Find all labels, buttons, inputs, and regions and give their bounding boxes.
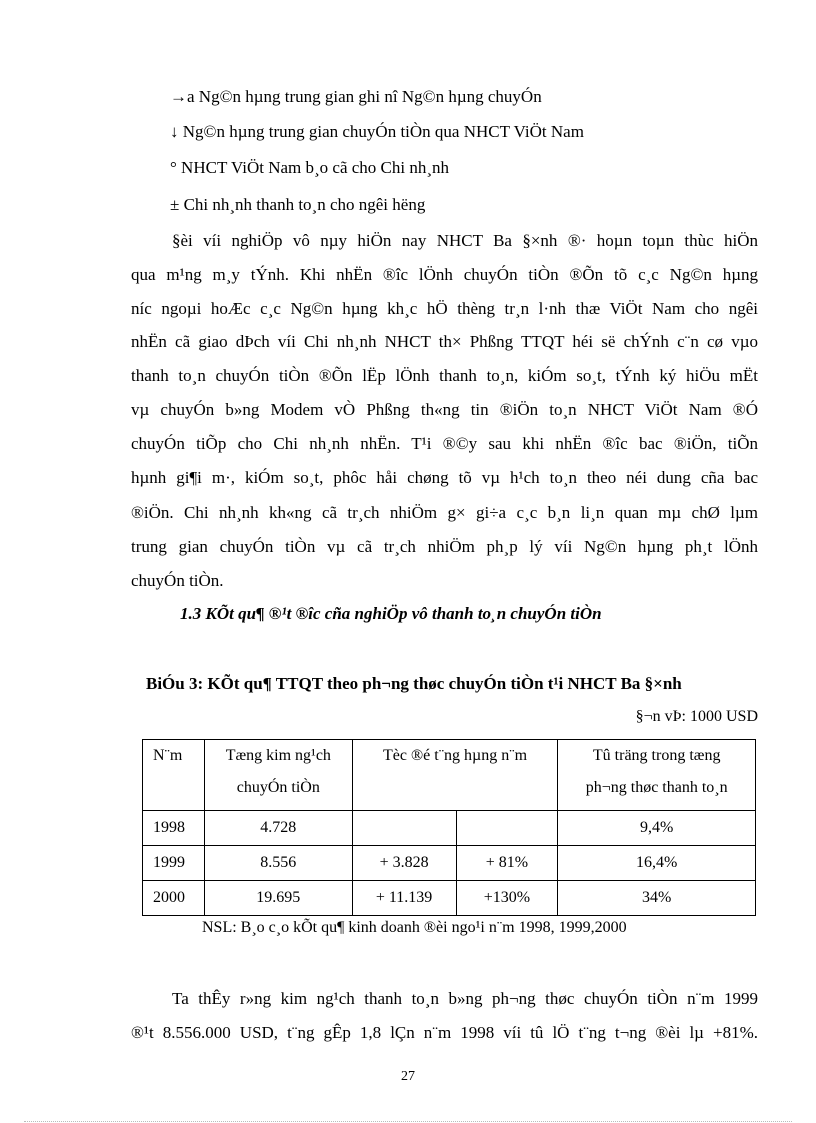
cell-year: 2000 [143, 881, 205, 916]
table-row [143, 881, 756, 916]
paragraph-line: níc ngoµi hoÆc c¸c Ng©n hµng kh¸c hÖ thèng tr¸n l·nh thæ ViÖt Nam cho ngêi [131, 299, 758, 318]
table-row [143, 811, 756, 846]
step-line: ° NHCT ViÖt Nam b¸o cã cho Chi nh¸nh [170, 158, 450, 177]
cell-turnover: 8.556 [204, 846, 352, 881]
cell-share: 34% [558, 881, 756, 916]
cell-turnover: 19.695 [204, 881, 352, 916]
cell-year: 1998 [143, 811, 205, 846]
cell-year: 1999 [143, 846, 205, 881]
header-share: Tû träng trong tæng ph¬ng thøc thanh to¸n [558, 740, 756, 811]
cell-growth-abs [352, 811, 456, 846]
section-heading: 1.3 KÕt qu¶ ®¹t ®îc cña nghiÖp vô thanh to¸n chuyÓn tiÒn [180, 604, 602, 623]
header-turnover: Tæng kim ng¹ch chuyÓn tiÒn [204, 740, 352, 811]
cell-growth-pct: + 81% [456, 846, 558, 881]
table-source-note: NSL: B¸o c¸o kÕt qu¶ kinh doanh ®èi ngo¹i n¨m 1998, 1999,2000 [202, 919, 627, 936]
cell-growth-abs: + 11.139 [352, 881, 456, 916]
paragraph-line: nhËn cã giao dÞch víi Chi nh¸nh NHCT th× Phßng TTQT héi së chÝnh c¨n cø vµo [131, 332, 758, 351]
step-line: →a Ng©n hµng trung gian ghi nî Ng©n hµng chuyÓn [170, 87, 542, 106]
paragraph-line: Ta thÊy r»ng kim ng¹ch thanh to¸n b»ng ph¬ng thøc chuyÓn tiÒn n¨m 1999 [172, 989, 758, 1008]
page-number: 27 [401, 1069, 415, 1084]
results-table [142, 739, 756, 916]
unit-label: §¬n vÞ: 1000 USD [635, 708, 758, 725]
cell-growth-pct: +130% [456, 881, 558, 916]
header-growth: Tèc ®é t¨ng hµng n¨m [352, 740, 558, 811]
table-row [143, 846, 756, 881]
paragraph-line: trung gian chuyÓn tiÒn vµ cã tr¸ch nhiÖm ph¸p lý víi Ng©n hµng ph¸t lÖnh [131, 537, 758, 556]
header-year: N¨m [143, 740, 205, 811]
paragraph-line: hµnh gi¶i m·, kiÓm so¸t, phôc håi chøng tõ vµ h¹ch to¸n theo néi dung cña bac [131, 468, 758, 487]
paragraph-line: qua m¹ng m¸y tÝnh. Khi nhËn ®îc lÖnh chuyÓn tiÒn ®Õn tõ c¸c Ng©n hµng [131, 265, 758, 284]
paragraph-line: chuyÓn tiÒn. [131, 571, 224, 590]
table-caption: BiÓu 3: KÕt qu¶ TTQT theo ph¬ng thøc chuyÓn tiÒn t¹i NHCT Ba §×nh [146, 674, 682, 693]
cell-growth-abs: + 3.828 [352, 846, 456, 881]
paragraph-line: ®¹t 8.556.000 USD, t¨ng gÊp 1,8 lÇn n¨m 1998 víi tû lÖ t¨ng t¬ng ®èi lµ +81%. [131, 1023, 758, 1042]
cell-share: 16,4% [558, 846, 756, 881]
table-header-row [143, 740, 756, 811]
cell-growth-pct [456, 811, 558, 846]
paragraph-line: thanh to¸n chuyÓn tiÒn ®Õn lËp lÖnh thanh to¸n, kiÓm so¸t, tÝnh ký hiÖu mËt [131, 366, 758, 385]
cell-share: 9,4% [558, 811, 756, 846]
page-divider [24, 1121, 792, 1122]
paragraph-line: ®iÖn. Chi nh¸nh kh«ng cã tr¸ch nhiÖm g× gi÷a c¸c b¸n li¸n quan mµ chØ lµm [131, 503, 758, 522]
step-line: ↓ Ng©n hµng trung gian chuyÓn tiÒn qua NHCT ViÖt Nam [170, 122, 584, 141]
paragraph-line: §èi víi nghiÖp vô nµy hiÖn nay NHCT Ba §×nh ®· hoµn toµn thùc hiÖn [172, 231, 758, 250]
cell-turnover: 4.728 [204, 811, 352, 846]
paragraph-line: chuyÓn tiÕp cho Chi nh¸nh nhËn. T¹i ®©y sau khi nhËn ®îc bac ®iÖn, tiÕn [131, 434, 758, 453]
step-line: ± Chi nh¸nh thanh to¸n cho ngêi hëng [170, 195, 426, 214]
paragraph-line: vµ chuyÓn b»ng Modem vÒ Phßng th«ng tin ®iÖn to¸n NHCT ViÖt Nam ®Ó [131, 400, 758, 419]
